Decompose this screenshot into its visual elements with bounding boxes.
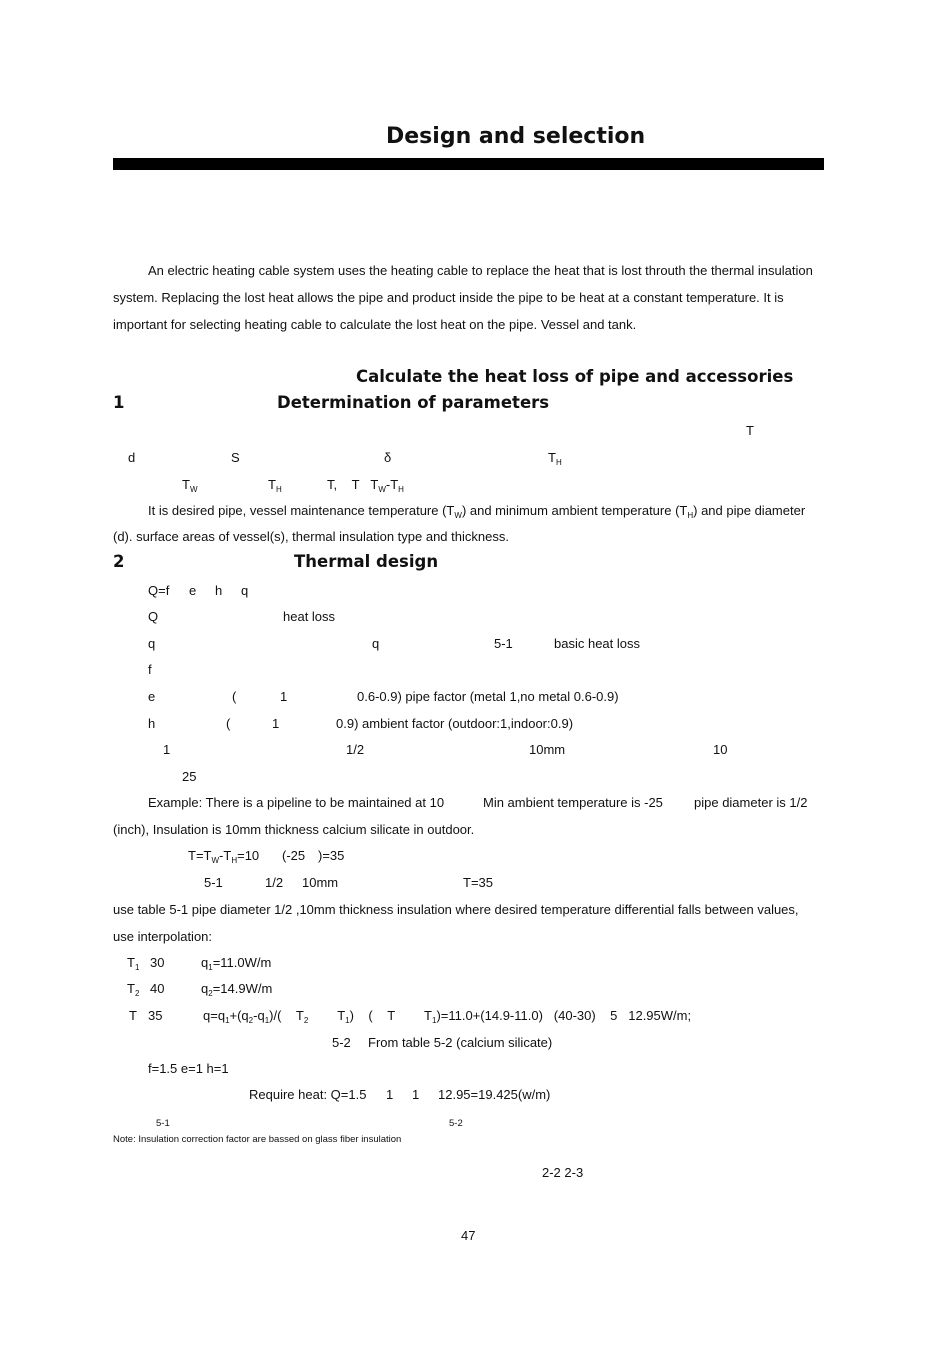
interp-t-val: 35	[148, 1008, 163, 1023]
var-e-desc: 0.6-0.9) pipe factor (metal 1,no metal 0.6-0.9)	[357, 689, 619, 704]
delta-t-calc-b: (-25	[282, 848, 306, 863]
intro-line-2: system. Replacing the lost heat allows the pipe and product inside the pipe to be heat at a constant temperature. It is	[113, 290, 784, 305]
interp-t2-val: 40	[150, 981, 165, 996]
var-h-one: 1	[272, 716, 280, 731]
var-h-paren: (	[226, 716, 231, 731]
example-cn-4: 10	[713, 742, 728, 757]
example-line-1b: Min ambient temperature is -25	[483, 795, 663, 810]
require-heat-a: Require heat: Q=1.5	[249, 1087, 367, 1102]
example-cn-1: 1	[163, 742, 171, 757]
require-heat-b: 1	[386, 1087, 394, 1102]
var-q-lower: q	[148, 636, 156, 651]
var-q-lower-2: q	[372, 636, 380, 651]
interp-t2: $T_2$	[127, 981, 140, 998]
ref-row-1: 5-1	[204, 875, 223, 890]
title-rule	[113, 158, 824, 170]
symbol-s: S	[231, 450, 240, 465]
delta-t-calculation: $T=T_W-T_H=10$	[188, 848, 260, 865]
ref-row-2: 1/2	[265, 875, 284, 890]
var-f: f	[148, 662, 152, 677]
table-label-5-2: 5-2	[449, 1118, 463, 1129]
section-1-title: Determination of parameters	[277, 393, 550, 412]
section-2-number: 2	[113, 552, 125, 571]
interpolation-formula: $q=q_1+(q_2-q_1)/$( $T_2$ $T_1$) ( T $T_1)=11.0+(14.9-11.0)$ (40-30) 5 12.95W/m;	[203, 1008, 692, 1025]
interp-t: T	[129, 1008, 137, 1023]
interp-t1: $T_1$	[127, 955, 140, 972]
example-line-2: (inch), Insulation is 10mm thickness calcium silicate in outdoor.	[113, 822, 475, 837]
interp-q2: $q_2=14.9W/m$	[201, 981, 273, 998]
parameter-description-1: It is desired pipe, vessel maintenance temperature $(T_W)$ and minimum ambient temperature $(T_H)$ and pipe diameter	[148, 503, 806, 520]
interp-q1: $q_1=11.0W/m$	[201, 955, 272, 972]
delta-t-calc-c: )=35	[318, 848, 345, 863]
page-number: 47	[461, 1228, 476, 1243]
from-table-text: From table 5-2 (calcium silicate)	[368, 1035, 553, 1050]
delta-t-definition: T, T $T_W-T_H$	[327, 477, 404, 494]
symbol-tw: $T_W$	[182, 477, 198, 494]
var-e-one: 1	[280, 689, 288, 704]
intro-line-3: important for selecting heating cable to calculate the lost heat on the pipe. Vessel and tank.	[113, 317, 637, 332]
example-cn-3: 10mm	[529, 742, 566, 757]
section-2-title: Thermal design	[294, 552, 439, 571]
table-label-5-1: 5-1	[156, 1118, 170, 1129]
require-heat-d: 12.95=19.425(w/m)	[438, 1087, 551, 1102]
require-heat-c: 1	[412, 1087, 420, 1102]
var-q-upper-desc: heat loss	[283, 609, 336, 624]
factor-values: f=1.5 e=1 h=1	[148, 1061, 229, 1076]
var-e-paren: (	[232, 689, 237, 704]
from-table-ref: 5-2	[332, 1035, 351, 1050]
var-q-upper: Q	[148, 609, 159, 624]
parameter-description-2: (d). surface areas of vessel(s), thermal insulation type and thickness.	[113, 529, 509, 544]
section-1-number: 1	[113, 393, 125, 412]
example-cn-5: 25	[182, 769, 197, 784]
var-q-lower-desc: basic heat loss	[554, 636, 640, 651]
symbol-th: $T_H$	[548, 450, 562, 467]
var-h-desc: 0.9) ambient factor (outdoor:1,indoor:0.9)	[336, 716, 574, 731]
symbol-delta: δ	[384, 450, 392, 465]
symbol-d: d	[128, 450, 136, 465]
interp-t1-val: 30	[150, 955, 165, 970]
see-reference: 2-2 2-3	[542, 1165, 584, 1180]
var-h: h	[148, 716, 156, 731]
use-table-line-2: use interpolation:	[113, 929, 213, 944]
ref-row-3: 10mm	[302, 875, 339, 890]
ref-row-4: T=35	[463, 875, 493, 890]
note: Note: Insulation correction factor are bassed on glass fiber insulation	[113, 1134, 402, 1145]
use-table-line-1: use table 5-1 pipe diameter 1/2 ,10mm thickness insulation where desired temperature differential falls between values,	[113, 902, 799, 917]
example-cn-2: 1/2	[346, 742, 365, 757]
symbol-th-2: $T_H$	[268, 477, 282, 494]
var-e: e	[148, 689, 156, 704]
symbol-t: T	[746, 423, 754, 438]
example-line-1a: Example: There is a pipeline to be maintained at 10	[148, 795, 445, 810]
page-title: Design and selection	[386, 124, 646, 149]
intro-line-1: An electric heating cable system uses the heating cable to replace the heat that is lost throuth the thermal insulation	[148, 263, 813, 278]
example-line-1c: pipe diameter is 1/2	[694, 795, 808, 810]
section-heading: Calculate the heat loss of pipe and accessories	[356, 367, 794, 386]
table-ref-5-1: 5-1	[494, 636, 513, 651]
